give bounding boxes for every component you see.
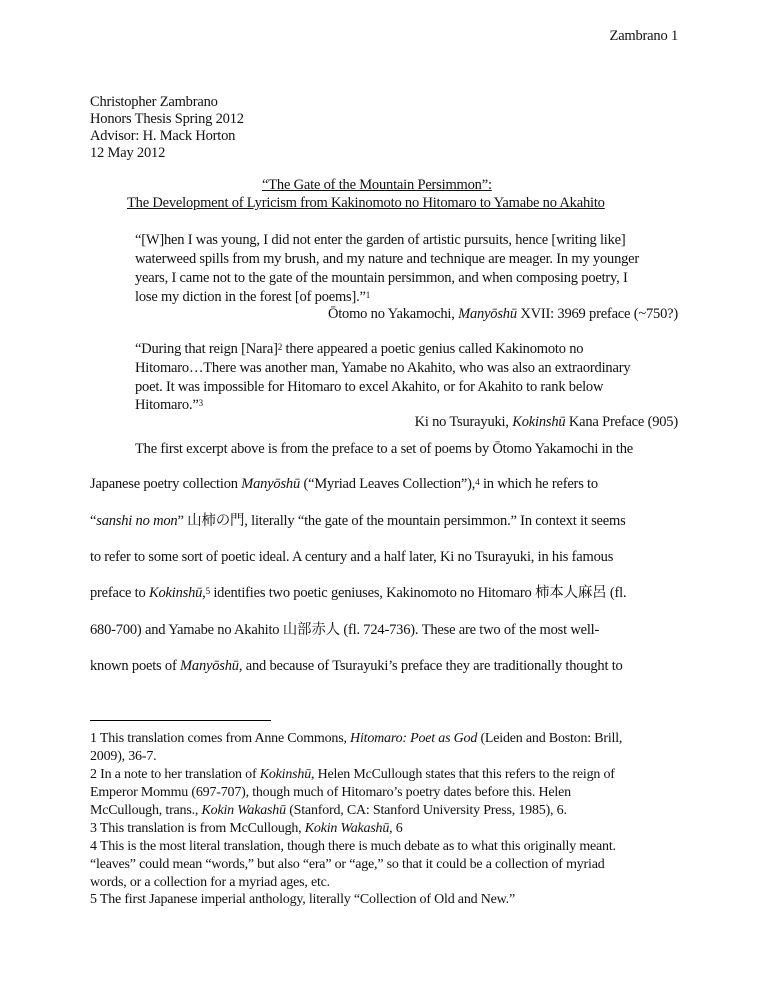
author-name: Christopher Zambrano xyxy=(90,94,218,110)
running-head: Zambrano 1 xyxy=(609,28,678,44)
body-line-7: known poets of Manyōshū, and because of Tsurayuki’s preface they are traditionally thought to xyxy=(90,658,623,674)
epigraph-1-line-1: “[W]hen I was young, I did not enter the garden of artistic pursuits, hence [writing like] xyxy=(135,232,626,248)
footnote-2-line-3: McCullough, trans., Kokin Wakashū (Stanford, CA: Stanford University Press, 1985), 6. xyxy=(90,803,567,818)
footnote-1-line-1: 1 This translation comes from Anne Commons, Hitomaro: Poet as God (Leiden and Boston: Brill, xyxy=(90,731,623,746)
footnote-3: 3 This translation is from McCullough, Kokin Wakashū, 6 xyxy=(90,821,403,836)
epigraph-1-attribution: Ōtomo no Yakamochi, Manyōshū XVII: 3969 preface (~750?) xyxy=(327,306,678,322)
footnote-4-line-3: words, or a collection for a myriad ages, etc. xyxy=(90,875,330,890)
footnote-4-line-2: “leaves” could mean “words,” but also “era” or “age,” so that it could be a collection of myriad xyxy=(90,857,605,872)
epigraph-1-line-2: waterweed spills from my brush, and my nature and technique are meager. In my younger xyxy=(135,251,640,267)
body-line-6: 680-700) and Yamabe no Akahito 山部赤人 (fl. 724-736). These are two of the most well- xyxy=(90,622,600,638)
epigraph-2-line-3: poet. It was impossible for Hitomaro to excel Akahito, or for Akahito to rank below xyxy=(135,379,604,395)
epigraph-2-line-4: Hitomaro.”$^3$ xyxy=(135,397,203,413)
footnote-4-number: 4 xyxy=(90,839,97,854)
footnote-2-line-1: 2 In a note to her translation of Kokinshū, Helen McCullough states that this refers to the reign of xyxy=(90,767,615,782)
course-line: Honors Thesis Spring 2012 xyxy=(90,111,244,127)
footnote-ref-1[interactable]: 1 xyxy=(365,290,371,300)
epigraph-1-line-3: years, I came not to the gate of the mountain persimmon, and when composing poetry, I xyxy=(135,270,628,286)
footnote-2-line-2: Emperor Mommu (697-707), though much of Hitomaro’s poetry dates before this. Helen xyxy=(90,785,571,800)
footnote-2-number: 2 xyxy=(90,767,97,782)
title-line-1: “The Gate of the Mountain Persimmon”: xyxy=(262,177,492,193)
epigraph-2-attribution: Ki no Tsurayuki, Kokinshū Kana Preface (905) xyxy=(414,414,678,430)
footnote-5: 5 The first Japanese imperial anthology, literally “Collection of Old and New.” xyxy=(90,892,515,907)
footnote-1-line-2: 2009), 36-7. xyxy=(90,749,157,764)
body-line-4: to refer to some sort of poetic ideal. A century and a half later, Ki no Tsurayuki, in his famous xyxy=(90,549,614,565)
footnote-ref-4[interactable]: 4 xyxy=(475,477,480,487)
footnote-ref-5[interactable]: 5 xyxy=(205,586,210,596)
footnote-3-number: 3 xyxy=(90,821,97,836)
epigraph-2-line-2: Hitomaro…There was another man, Yamabe no Akahito, who was also an extraordinary xyxy=(135,360,631,376)
body-line-5: preface to Kokinshū,$^5$ identifies two poetic geniuses, Kakinomoto no Hitomaro 柿本人麻呂 (fl. xyxy=(90,585,627,601)
epigraph-1-line-4: lose my diction in the forest [of poems].”$^1$ xyxy=(135,289,371,305)
date-line: 12 May 2012 xyxy=(90,145,166,161)
body-line-3: “sanshi no mon” 山柿の門, literally “the gate of the mountain persimmon.” In context it seems xyxy=(90,513,626,529)
footnote-1-number: 1 xyxy=(90,731,97,746)
title-line-2: The Development of Lyricism from Kakinomoto no Hitomaro to Yamabe no Akahito xyxy=(127,195,605,211)
advisor-line: Advisor: H. Mack Horton xyxy=(90,128,236,144)
body-line-1: The first excerpt above is from the preface to a set of poems by Ōtomo Yakamochi in the xyxy=(135,441,634,457)
footnote-divider xyxy=(90,720,271,721)
footnote-ref-2[interactable]: 2 xyxy=(277,342,283,352)
footnote-5-number: 5 xyxy=(90,892,97,907)
body-line-2: Japanese poetry collection Manyōshū (“Myriad Leaves Collection”),$^4$ in which he refers to xyxy=(90,476,598,492)
footnote-4-line-1: 4 This is the most literal translation, though there is much debate as to what this originally meant. xyxy=(90,839,616,854)
epigraph-2-line-1: “During that reign [Nara]$^2$ there appeared a poetic genius called Kakinomoto no xyxy=(135,341,584,357)
footnote-ref-3[interactable]: 3 xyxy=(198,398,203,408)
